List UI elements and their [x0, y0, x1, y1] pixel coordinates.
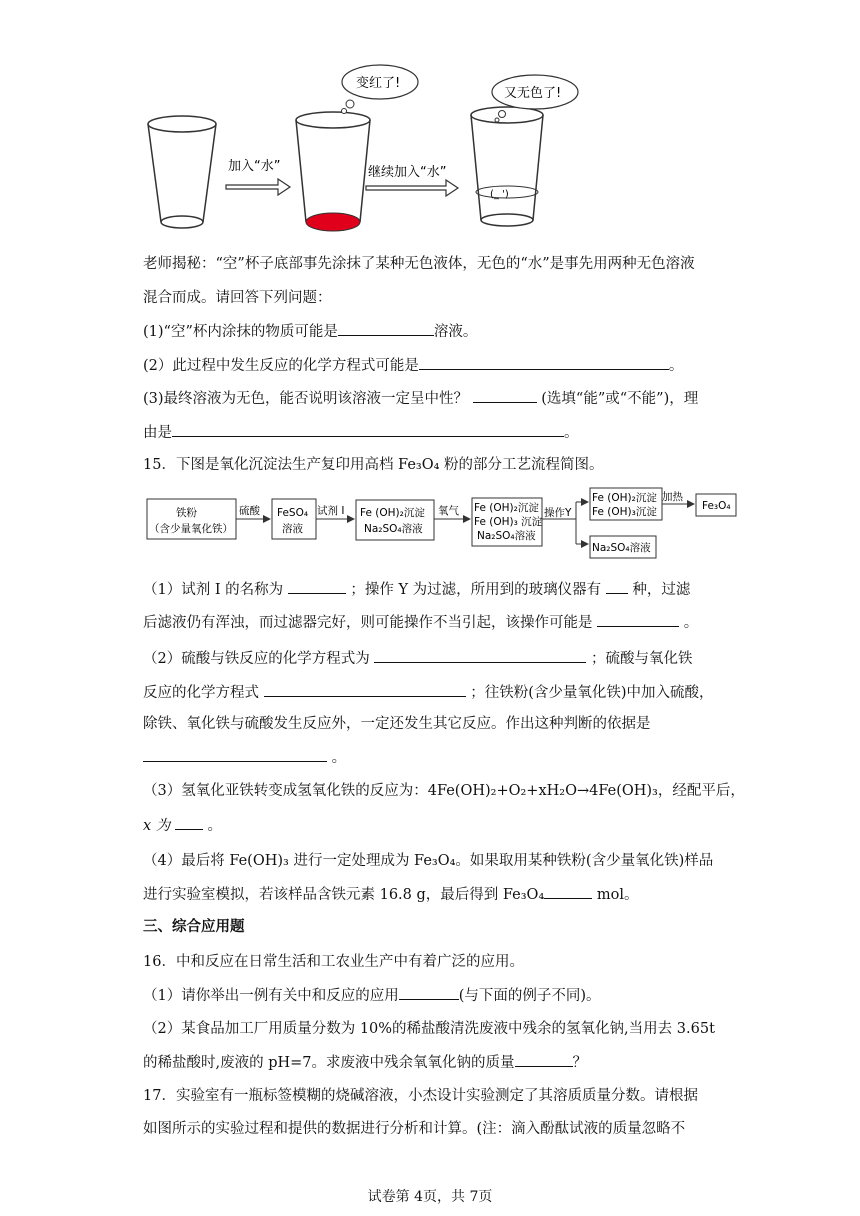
answer-blank[interactable] [544, 884, 592, 899]
q15-4-line1: （4）最后将 Fe(OH)₃ 进行一定处理成为 Fe₃O₄。如果取用某种铁粉(含少量氧化铁)样品 [143, 853, 714, 869]
q15-2-b: ；硫酸与氧化铁 [590, 651, 693, 667]
q15-3-line2 [143, 815, 222, 836]
flow-arrow-oxygen: 氧气 [438, 505, 459, 517]
q16-1-a: （1）请你举出一例有关中和反应的应用 [143, 988, 399, 1004]
flow-box-fe3o4: Fe₃O₄ [702, 500, 731, 512]
q16-2-b: 的稀盐酸时,废液的 pH=7。求废液中残余氧氧化钠的质量 [143, 1055, 515, 1071]
flow-arrow-op-y: 操作Y [544, 507, 572, 519]
q14-3 [143, 388, 698, 409]
q15-1-c: 种，过滤 [632, 582, 691, 598]
q16-2-line1: （2）某食品加工厂用质量分数为 10%的稀盐酸清洗废液中残余的氢氧化钠,当用去 3.65t [143, 1021, 715, 1037]
answer-blank[interactable] [419, 355, 669, 370]
q15-3-c: 。 [207, 818, 223, 834]
speech-bubble-1 [342, 65, 419, 114]
red-cup [296, 112, 370, 231]
q15-1-line1 [143, 579, 690, 600]
q14-3-reason [143, 422, 579, 443]
flow-arrow-acid: 硫酸 [239, 505, 260, 517]
flow-arrow-reagent: 试剂 I [317, 505, 345, 517]
arrow1-label: 加入“水” [228, 159, 281, 174]
q14-1-text: (1)“空”杯内涂抹的物质可能是 [143, 324, 338, 340]
q16-2-c: ？ [572, 1055, 588, 1071]
red-liquid [306, 213, 360, 231]
intro-line-1: 老师揭秘：“空”杯子底部事先涂抹了某种无色液体，无色的“水”是事先用两种无色溶液 [143, 256, 695, 272]
q15-4-c: mol。 [596, 887, 639, 903]
arrow-add-water [226, 158, 290, 195]
flow-box-mix3: Na₂SO₄溶液 [477, 530, 536, 542]
q15-2-d: ；往铁粉(含少量氧化铁)中加入硫酸， [470, 685, 714, 701]
arrow-continue-water [366, 164, 458, 196]
flow-box-iron: 铁粉 [176, 507, 197, 519]
q15-2-f: 。 [331, 750, 347, 766]
answer-blank[interactable] [473, 388, 537, 403]
answer-blank[interactable] [172, 422, 564, 437]
svg-text:(_ '): (_ ') [490, 189, 509, 200]
answer-blank[interactable] [264, 682, 466, 697]
section-3-heading: 三、综合应用题 [143, 918, 245, 935]
q15-1-b: ；操作 Y 为过滤，所用到的玻璃仪器有 [350, 582, 602, 598]
flow-box-precip2: Fe (OH)₃沉淀 [592, 506, 657, 518]
flow-box-feoh2: Fe (OH)₂沉淀 [360, 507, 425, 519]
process-flowchart [146, 486, 746, 562]
q14-3-reason-end: 。 [564, 425, 579, 441]
q15-1-a: （1）试剂 I 的名称为 [143, 582, 284, 598]
answer-blank[interactable] [288, 579, 346, 594]
q14-1-end: 溶液。 [433, 324, 478, 340]
flow-box-precip1: Fe (OH)₂沉淀 [592, 492, 657, 504]
bubble1-text: 变红了! [356, 76, 401, 91]
q15-2-c: 反应的化学方程式 [143, 685, 259, 701]
q14-3-reason-text: 由是 [143, 425, 172, 441]
flow-box-feso4: FeSO₄ [277, 507, 309, 519]
q14-2-text: (2）此过程中发生反应的化学方程式可能是 [143, 358, 419, 374]
answer-blank[interactable] [143, 747, 327, 762]
q15-1-d: 后滤液仍有浑浊，而过滤器完好，则可能操作不当引起，该操作可能是 [143, 615, 593, 631]
bubble2-text: 又无色了! [504, 86, 562, 101]
q14-1 [143, 321, 477, 342]
colorless-cup [471, 107, 543, 226]
q15-2-line3: 除铁、氧化铁与硫酸发生反应外，一定还发生其它反应。作出这种判断的依据是 [143, 716, 651, 732]
answer-blank[interactable] [175, 815, 203, 830]
answer-blank[interactable] [399, 985, 459, 1000]
answer-blank[interactable] [515, 1052, 573, 1067]
q15-4-line2 [143, 884, 639, 905]
intro-line-2: 混合而成。请回答下列问题： [143, 290, 332, 306]
q16-1-b: (与下面的例子不同)。 [458, 988, 601, 1004]
page-footer: 试卷第 4页，共 7页 [367, 1189, 493, 1205]
q14-3-text: (3)最终溶液为无色，能否说明该溶液一定呈中性？ [143, 391, 469, 407]
q14-3-hint: (选填“能”或“不能”)，理 [541, 391, 699, 407]
flow-box-mix1: Fe (OH)₂沉淀 [474, 502, 539, 514]
q15-1-e: 。 [683, 615, 699, 631]
q15-3-b: x 为 [143, 818, 171, 834]
answer-blank[interactable] [338, 321, 434, 336]
q15-2-line1 [143, 648, 692, 669]
empty-cup [148, 116, 216, 228]
q15-title: 15．下图是氧化沉淀法生产复印用高档 Fe₃O₄ 粉的部分工艺流程简图。 [143, 457, 604, 473]
q15-2-a: （2）硫酸与铁反应的化学方程式为 [143, 651, 370, 667]
q16-1 [143, 985, 601, 1006]
q15-3-line1: （3）氢氧化亚铁转变成氢氧化铁的反应为：4Fe(OH)₂+O₂+xH₂O→4Fe(OH)₃，经配平后， [143, 783, 745, 799]
q16-title: 16．中和反应在日常生活和工农业生产中有着广泛的应用。 [143, 954, 524, 970]
flow-box-na2so4: Na₂SO₄溶液 [364, 523, 423, 535]
q15-2-line2 [143, 682, 714, 703]
answer-blank[interactable] [606, 579, 628, 594]
speech-bubble-2 [492, 75, 578, 122]
q17-line1: 17．实验室有一瓶标签模糊的烧碱溶液，小杰设计实验测定了其溶质质量分数。请根据 [143, 1088, 698, 1104]
q14-2-end: 。 [668, 358, 684, 374]
q17-line2: 如图所示的实验过程和提供的数据进行分析和计算。(注：滴入酚酞试液的质量忽略不 [143, 1121, 686, 1137]
q14-2 [143, 355, 683, 376]
flow-box-filtrate: Na₂SO₄溶液 [592, 542, 651, 554]
answer-blank[interactable] [374, 648, 586, 663]
q15-1-line2 [143, 612, 698, 633]
cups-illustration [140, 60, 580, 240]
answer-blank[interactable] [597, 612, 679, 627]
q16-2-line2 [143, 1052, 587, 1073]
flow-box-feso4-sol: 溶液 [282, 523, 303, 535]
arrow2-label: 继续加入“水” [368, 165, 447, 180]
flow-box-iron-note: （含少量氧化铁） [149, 523, 233, 535]
q15-4-b: 进行实验室模拟，若该样品含铁元素 16.8 g，最后得到 Fe₃O₄ [143, 887, 545, 903]
flow-arrow-heat: 加热 [662, 491, 683, 503]
flow-box-mix2: Fe (OH)₃ 沉淀 [474, 516, 543, 528]
q15-2-line4 [143, 747, 346, 768]
